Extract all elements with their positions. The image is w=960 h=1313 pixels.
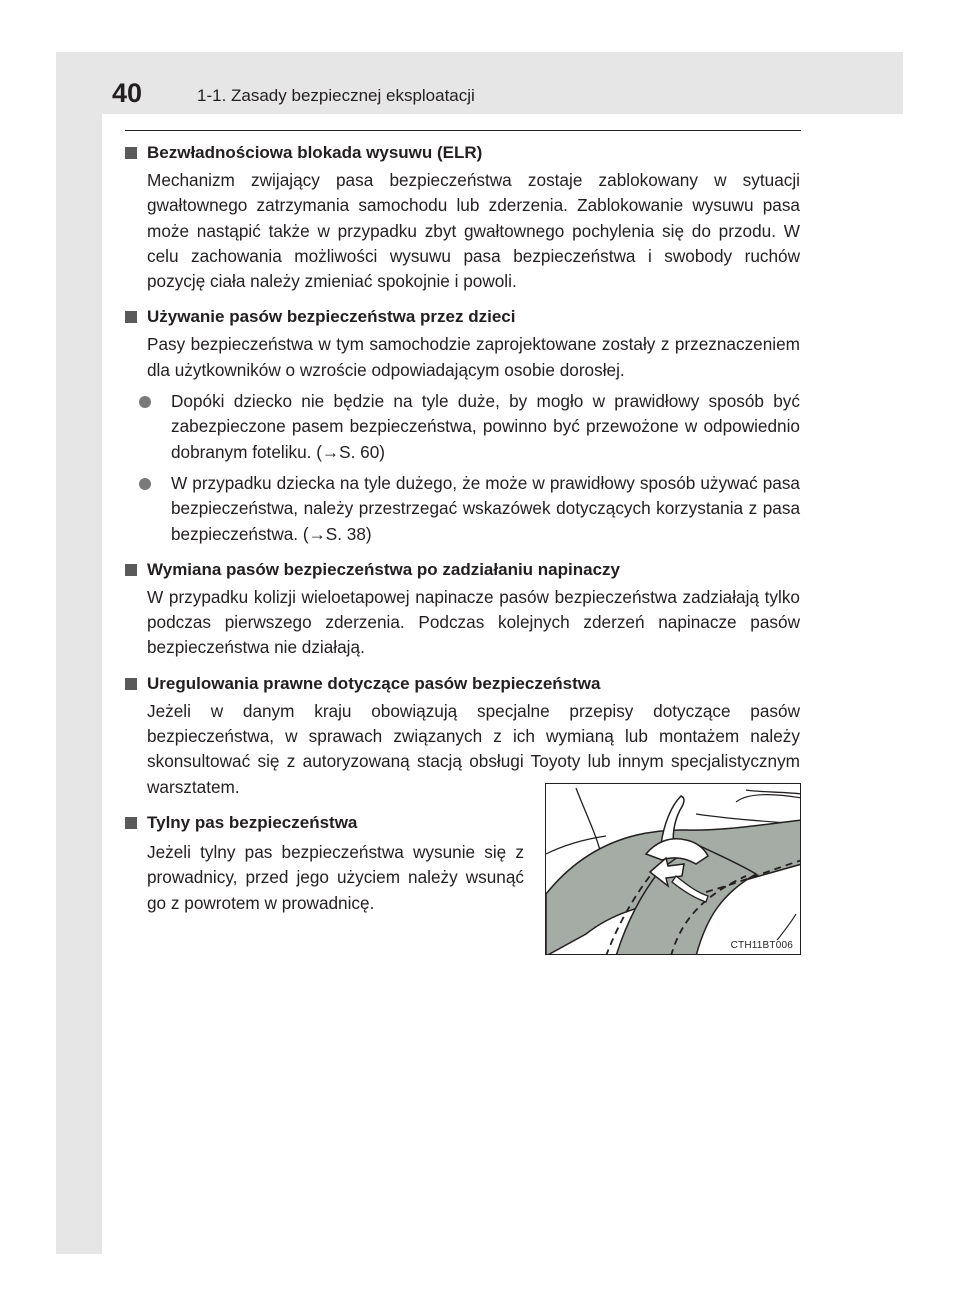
section-heading bbox=[125, 557, 800, 583]
bullet-text: W przypadku dziecka na tyle dużego, że może w prawidłowy sposób używać pasa bezpieczeństwa, należy przestrzegać wskazówek dotyczących korzystania z pasa bezpieczeństwa. (→S. 38) bbox=[171, 472, 800, 544]
figure-code: CTH11BT006 bbox=[730, 940, 793, 951]
square-bullet-icon bbox=[125, 147, 137, 159]
square-bullet-icon bbox=[125, 817, 137, 829]
section-children bbox=[125, 304, 800, 546]
header-rule bbox=[125, 130, 801, 131]
square-bullet-icon bbox=[125, 564, 137, 576]
section-paragraph: Jeżeli w danym kraju obowiązują specjalne przepisy dotyczące pasów bezpieczeństwa, w sprawach związanych z ich wymianą lub montażem należy skonsultować się z autoryzowaną stacją obsługi Toyoty lub innym specjalistycznym warsztatem. bbox=[147, 700, 800, 797]
page-header-band bbox=[56, 52, 903, 114]
bullet-item bbox=[171, 465, 800, 547]
bullet-text: Dopóki dziecko nie będzie na tyle duże, by mogło w prawidłowy sposób być zabezpieczone pasem bezpieczeństwa, powinno być przewożone w odpowiednio dobranym foteliku. (→S. 60) bbox=[171, 391, 800, 462]
section-heading bbox=[125, 140, 800, 166]
section-title: Uregulowania prawne dotyczące pasów bezpieczeństwa bbox=[147, 673, 601, 693]
section-paragraph: Mechanizm zwijający pasa bezpieczeństwa zostaje zablokowany w sytuacji gwałtownego zatrzymania samochodu lub zderzenia. Zablokowanie wysuwu pasa może nastąpić także w przypadku zbyt gwałtownego pochylenia się do przodu. W celu zachowania możliwości wysuwu pasa bezpieczeństwa i swobody ruchów pozycję ciała należy zmieniać spokojnie i powoli. bbox=[147, 170, 800, 292]
bullet-item bbox=[171, 383, 800, 465]
page-number: 40 bbox=[112, 78, 143, 108]
section-paragraph: Pasy bezpieczeństwa w tym samochodzie zaprojektowane zostały z przeznaczeniem dla użytkowników o wzroście odpowiadającym osobie dorosłej. bbox=[147, 334, 800, 380]
round-bullet-icon bbox=[139, 478, 151, 490]
section-regulations bbox=[125, 671, 800, 800]
section-heading bbox=[125, 671, 800, 697]
section-heading bbox=[125, 304, 800, 330]
rear-belt-guide-illustration bbox=[545, 783, 801, 955]
section-pretensioner-replacement bbox=[125, 557, 800, 661]
section-title: Tylny pas bezpieczeństwa bbox=[147, 812, 358, 832]
section-title: Wymiana pasów bezpieczeństwa po zadziałaniu napinaczy bbox=[147, 559, 620, 579]
section-elr bbox=[125, 140, 800, 294]
round-bullet-icon bbox=[139, 396, 151, 408]
section-paragraph: W przypadku kolizji wieloetapowej napinacze pasów bezpieczeństwa zadziałają tylko podczas pierwszego zderzenia. Podczas kolejnych zderzeń napinacze pasów bezpieczeństwa nie działają. bbox=[147, 586, 800, 658]
section-paragraph: Jeżeli tylny pas bezpieczeństwa wysunie się z prowadnicy, przed jego użyciem należy wsunąć go z powrotem w prowadnicę. bbox=[147, 841, 524, 913]
chapter-title: 1-1. Zasady bezpiecznej eksploatacji bbox=[197, 86, 475, 105]
section-title: Bezwładnościowa blokada wysuwu (ELR) bbox=[147, 143, 483, 162]
belt-guide-drawing bbox=[546, 784, 801, 955]
page-side-band bbox=[56, 52, 102, 1254]
square-bullet-icon bbox=[125, 678, 137, 690]
section-title: Używanie pasów bezpieczeństwa przez dzieci bbox=[147, 307, 516, 327]
square-bullet-icon bbox=[125, 311, 137, 323]
